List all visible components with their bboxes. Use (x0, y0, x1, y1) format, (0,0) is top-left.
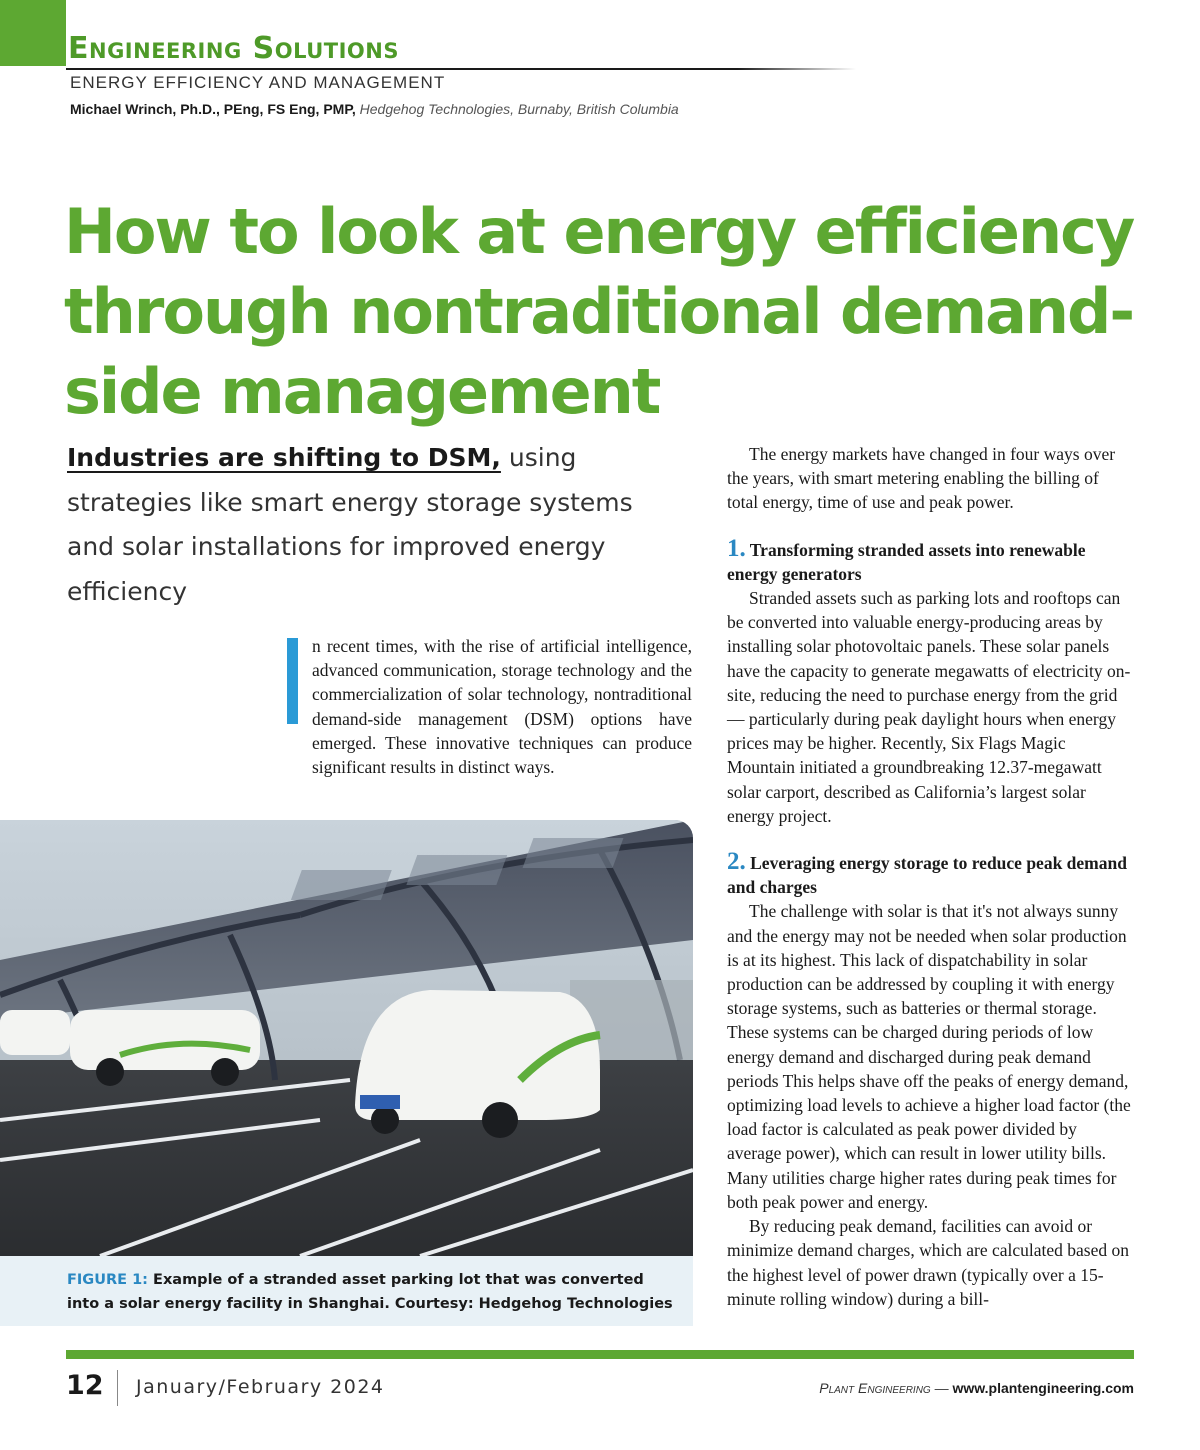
article-headline: How to look at energy efficiency through nontraditional demand-side management (64, 195, 1134, 428)
subhead-2 (727, 850, 1132, 899)
figure-photo-solar-carport (0, 820, 693, 1256)
intro-text: n recent times, with the rise of artificial intelligence, advanced communication, storage technology and the commercialization of solar technology, nontraditional demand-side management (DSM) options have emerged. These innovative techniques can produce significant results in distinct ways. (312, 636, 692, 778)
footer-rule (66, 1350, 1134, 1359)
drop-cap-i (287, 638, 298, 724)
subhead-1-number: 1. (727, 534, 746, 562)
paragraph-energy-storage: The challenge with solar is that it's not always sunny and the energy may not be needed when solar production is at its highest. This lack of dispatchability in solar production can be addressed by coupling it with energy storage systems, such as batteries or thermal storage. These systems can be charged during periods of low energy demand and discharged during peak demand periods This helps shave off the peaks of energy demand, optimizing load levels to achieve a higher load factor (the load factor is calculated as peak power divided by average power), which can result in lower utility bills. Many utilities charge higher rates during peak times for both peak power and energy. (727, 901, 1131, 1212)
website-link[interactable]: www.plantengineering.com (952, 1380, 1134, 1396)
subhead-2-number: 2. (727, 848, 746, 876)
author-affiliation: Hedgehog Technologies, Burnaby, British Columbia (359, 101, 679, 117)
subhead-1 (727, 534, 1132, 586)
paragraph-stranded-assets: Stranded assets such as parking lots and rooftops can be converted into valuable energy-producing areas by installing solar photovoltaic panels. These solar panels have the capacity to generate megawatts of electricity on-site, reducing the need to purchase energy from the grid — particularly during peak daylight hours when energy prices may be higher. Recently, Six Flags Magic Mountain initiated a groundbreaking 12.37-megawatt solar carport, described as California’s largest solar energy project. (727, 588, 1131, 826)
author-name: Michael Wrinch, Ph.D., PEng, FS Eng, PMP, (70, 101, 356, 117)
figure-caption-text: Example of a stranded asset parking lot that was converted into a solar energy facility in Shanghai. Courtesy: Hedgehog Technologies (67, 1272, 673, 1312)
byline (70, 101, 679, 117)
subhead-2-text: Leveraging energy storage to reduce peak demand and charges (727, 853, 1127, 898)
section-color-block (0, 0, 66, 66)
header-rule (66, 68, 856, 70)
right-column (727, 442, 1132, 1311)
footer-publication (819, 1380, 1134, 1396)
page-number: 12 (66, 1370, 104, 1401)
footer-divider (117, 1370, 118, 1406)
section-title: Engineering Solutions (68, 31, 399, 66)
figure-label: FIGURE 1: (67, 1272, 148, 1288)
section-subtitle: ENERGY EFFICIENCY AND MANAGEMENT (70, 73, 446, 92)
issue-date: January/February 2024 (136, 1376, 385, 1398)
figure-caption-box (0, 1256, 693, 1326)
deck-lead: Industries are shifting to DSM, (67, 443, 501, 472)
publication-name: Plant Engineering — (819, 1380, 949, 1396)
deck-text: using strategies like smart energy storage systems and solar installations for improved energy efficiency (67, 443, 633, 606)
article-deck (67, 436, 687, 614)
figure-caption (67, 1268, 673, 1316)
intro-paragraph (287, 634, 692, 779)
subhead-1-text: Transforming stranded assets into renewable energy generators (727, 539, 1086, 584)
paragraph-peak-demand: By reducing peak demand, facilities can avoid or minimize demand charges, which are calculated based on the highest level of power drawn (typically over a 15-minute rolling window) during a bill- (727, 1216, 1130, 1309)
paragraph-energy-markets: The energy markets have changed in four ways over the years, with smart metering enabling the billing of total energy, time of use and peak power. (727, 444, 1116, 513)
